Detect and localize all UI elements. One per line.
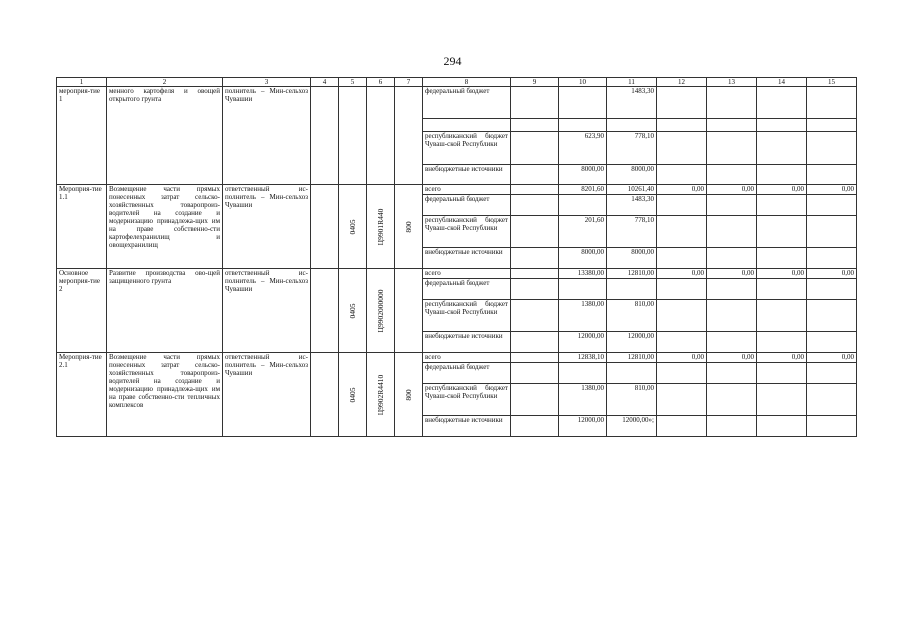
value-v15-cell: 0,00 xyxy=(807,269,857,279)
value-v12-cell xyxy=(657,165,707,185)
value-v13-cell xyxy=(707,279,757,300)
value-v15-cell xyxy=(807,119,857,132)
value-v11-cell: 12000,00»; xyxy=(607,416,657,437)
header-cell: 8 xyxy=(423,78,511,87)
code-c6-text: Ц9901R440 xyxy=(375,208,385,245)
empty-col-9-cell xyxy=(511,353,559,363)
value-v15-cell xyxy=(807,384,857,416)
value-v10-cell: 8000,00 xyxy=(559,248,607,269)
header-cell: 10 xyxy=(559,78,607,87)
value-v12-cell xyxy=(657,332,707,353)
value-v10-cell: 13380,00 xyxy=(559,269,607,279)
value-v13-cell xyxy=(707,132,757,165)
activity-name-cell: Возмещение части прямых понесенных затрат сельско-хозяйственных товаропроиз-водителей на создание и модернизацию принадлежа-щих им на праве собственно-сти картофелехранилищ и овощехранилищ xyxy=(107,185,223,269)
value-v15-cell xyxy=(807,363,857,384)
code-c5-cell xyxy=(339,269,367,353)
value-v10-cell: 1380,00 xyxy=(559,300,607,332)
value-v14-cell xyxy=(757,384,807,416)
value-v14-cell xyxy=(757,416,807,437)
value-v10-cell: 1380,00 xyxy=(559,384,607,416)
table-row xyxy=(57,87,857,119)
funding-source-cell: республиканский бюджет Чуваш-ской Республики xyxy=(423,300,511,332)
executor-cell: ответственный ис-полнитель – Мин-сельхоз Чувашии xyxy=(223,185,311,269)
value-v13-cell xyxy=(707,216,757,248)
activity-id-cell: Мероприя-тие 2.1 xyxy=(57,353,107,437)
empty-col-9-cell xyxy=(511,185,559,195)
program-table xyxy=(56,77,857,437)
funding-source-cell: федеральный бюджет xyxy=(423,363,511,384)
value-v13-cell xyxy=(707,363,757,384)
value-v13-cell xyxy=(707,87,757,119)
header-cell: 15 xyxy=(807,78,857,87)
value-v15-cell xyxy=(807,279,857,300)
funding-source-cell: всего xyxy=(423,353,511,363)
header-cell: 9 xyxy=(511,78,559,87)
executor-cell: ответственный ис-полнитель – Мин-сельхоз Чувашии xyxy=(223,353,311,437)
value-v14-cell xyxy=(757,300,807,332)
empty-col-4-cell xyxy=(311,185,339,269)
value-v11-cell: 1483,30 xyxy=(607,195,657,216)
value-v11-cell: 12810,00 xyxy=(607,353,657,363)
header-cell: 4 xyxy=(311,78,339,87)
value-v12-cell xyxy=(657,195,707,216)
activity-name-cell: Развитие производства ово-щей защищенного грунта xyxy=(107,269,223,353)
value-v11-cell xyxy=(607,279,657,300)
value-v15-cell: 0,00 xyxy=(807,353,857,363)
value-v12-cell xyxy=(657,279,707,300)
table-row xyxy=(57,269,857,279)
value-v15-cell xyxy=(807,87,857,119)
value-v12-cell xyxy=(657,300,707,332)
header-cell: 12 xyxy=(657,78,707,87)
value-v14-cell xyxy=(757,363,807,384)
funding-source-cell: федеральный бюджет xyxy=(423,195,511,216)
code-c7-cell xyxy=(395,185,423,269)
empty-col-9-cell xyxy=(511,216,559,248)
value-v12-cell: 0,00 xyxy=(657,185,707,195)
value-v12-cell: 0,00 xyxy=(657,353,707,363)
value-v13-cell xyxy=(707,195,757,216)
table-row xyxy=(57,185,857,195)
activity-id-cell: мероприя-тие 1 xyxy=(57,87,107,185)
value-v12-cell xyxy=(657,416,707,437)
code-c5-cell xyxy=(339,185,367,269)
value-v13-cell xyxy=(707,332,757,353)
header-cell: 6 xyxy=(367,78,395,87)
value-v10-cell: 8000,00 xyxy=(559,165,607,185)
funding-source-cell: внебюджетные источники xyxy=(423,165,511,185)
code-c5-cell xyxy=(339,353,367,437)
value-v11-cell: 12810,00 xyxy=(607,269,657,279)
value-v14-cell xyxy=(757,165,807,185)
funding-source-cell: федеральный бюджет xyxy=(423,279,511,300)
empty-col-9-cell xyxy=(511,87,559,119)
empty-col-9-cell xyxy=(511,332,559,353)
value-v11-cell: 810,00 xyxy=(607,300,657,332)
code-c6-text: Ц9902R4410 xyxy=(375,374,385,415)
value-v14-cell xyxy=(757,132,807,165)
empty-col-9-cell xyxy=(511,248,559,269)
empty-col-9-cell xyxy=(511,119,559,132)
value-v14-cell: 0,00 xyxy=(757,269,807,279)
value-v15-cell xyxy=(807,195,857,216)
empty-col-9-cell xyxy=(511,269,559,279)
header-cell: 7 xyxy=(395,78,423,87)
value-v10-cell xyxy=(559,119,607,132)
funding-source-cell: федеральный бюджет xyxy=(423,87,511,119)
activity-id-cell: Основное мероприя-тие 2 xyxy=(57,269,107,353)
activity-id-cell: Мероприя-тие 1.1 xyxy=(57,185,107,269)
value-v12-cell xyxy=(657,119,707,132)
page-number: 294 xyxy=(443,54,462,68)
value-v15-cell xyxy=(807,300,857,332)
value-v13-cell: 0,00 xyxy=(707,269,757,279)
funding-source-cell: республиканский бюджет Чуваш-ской Республики xyxy=(423,216,511,248)
value-v11-cell: 778,10 xyxy=(607,216,657,248)
value-v11-cell xyxy=(607,363,657,384)
value-v13-cell xyxy=(707,119,757,132)
value-v10-cell: 201,60 xyxy=(559,216,607,248)
funding-source-cell: республиканский бюджет Чуваш-ской Республики xyxy=(423,132,511,165)
funding-source-cell: всего xyxy=(423,185,511,195)
code-c5-text: 0405 xyxy=(347,303,357,318)
value-v13-cell xyxy=(707,384,757,416)
value-v14-cell xyxy=(757,195,807,216)
value-v14-cell xyxy=(757,248,807,269)
value-v11-cell: 8000,00 xyxy=(607,248,657,269)
code-c5-text: 0405 xyxy=(347,219,357,234)
table-header xyxy=(57,78,857,87)
activity-name-cell: менного картофеля и овощей открытого грунта xyxy=(107,87,223,185)
value-v15-cell xyxy=(807,216,857,248)
empty-col-9-cell xyxy=(511,384,559,416)
value-v10-cell: 12000,00 xyxy=(559,416,607,437)
code-c6-text: Ц9902000000 xyxy=(375,289,385,332)
value-v12-cell xyxy=(657,363,707,384)
value-v14-cell: 0,00 xyxy=(757,185,807,195)
code-c5-cell xyxy=(339,87,367,185)
header-cell: 5 xyxy=(339,78,367,87)
value-v12-cell xyxy=(657,87,707,119)
value-v15-cell xyxy=(807,132,857,165)
value-v14-cell xyxy=(757,216,807,248)
value-v10-cell: 623,90 xyxy=(559,132,607,165)
code-c5-text: 0405 xyxy=(347,387,357,402)
funding-source-cell: внебюджетные источники xyxy=(423,332,511,353)
value-v14-cell xyxy=(757,87,807,119)
code-c6-cell xyxy=(367,269,395,353)
value-v13-cell: 0,00 xyxy=(707,185,757,195)
code-c7-text: 800 xyxy=(403,220,413,233)
header-cell: 3 xyxy=(223,78,311,87)
funding-source-cell: республиканский бюджет Чуваш-ской Республики xyxy=(423,384,511,416)
value-v11-cell: 12000,00 xyxy=(607,332,657,353)
code-c7-cell xyxy=(395,269,423,353)
empty-col-9-cell xyxy=(511,363,559,384)
value-v11-cell: 778,10 xyxy=(607,132,657,165)
code-c7-cell xyxy=(395,353,423,437)
value-v15-cell xyxy=(807,416,857,437)
table-row xyxy=(57,353,857,363)
code-c7-cell xyxy=(395,87,423,185)
value-v13-cell: 0,00 xyxy=(707,353,757,363)
header-cell: 2 xyxy=(107,78,223,87)
value-v10-cell xyxy=(559,279,607,300)
empty-col-9-cell xyxy=(511,300,559,332)
value-v11-cell: 1483,30 xyxy=(607,87,657,119)
value-v12-cell xyxy=(657,384,707,416)
empty-col-9-cell xyxy=(511,195,559,216)
header-cell: 1 xyxy=(57,78,107,87)
value-v15-cell: 0,00 xyxy=(807,185,857,195)
value-v15-cell xyxy=(807,165,857,185)
value-v11-cell xyxy=(607,119,657,132)
empty-col-9-cell xyxy=(511,416,559,437)
value-v11-cell: 8000,00 xyxy=(607,165,657,185)
header-cell: 11 xyxy=(607,78,657,87)
value-v14-cell xyxy=(757,279,807,300)
empty-col-4-cell xyxy=(311,87,339,185)
value-v11-cell: 810,00 xyxy=(607,384,657,416)
value-v15-cell xyxy=(807,248,857,269)
value-v10-cell xyxy=(559,195,607,216)
executor-cell: ответственный ис-полнитель – Мин-сельхоз Чувашии xyxy=(223,269,311,353)
empty-col-9-cell xyxy=(511,165,559,185)
value-v14-cell xyxy=(757,332,807,353)
code-c7-text: 800 xyxy=(403,388,413,401)
empty-col-9-cell xyxy=(511,132,559,165)
value-v13-cell xyxy=(707,165,757,185)
funding-source-cell xyxy=(423,119,511,132)
header-cell: 13 xyxy=(707,78,757,87)
value-v13-cell xyxy=(707,416,757,437)
value-v14-cell xyxy=(757,119,807,132)
code-c6-cell xyxy=(367,87,395,185)
funding-source-cell: внебюджетные источники xyxy=(423,248,511,269)
executor-cell: полнитель – Мин-сельхоз Чувашии xyxy=(223,87,311,185)
value-v11-cell: 10261,40 xyxy=(607,185,657,195)
value-v12-cell xyxy=(657,216,707,248)
value-v10-cell xyxy=(559,87,607,119)
value-v10-cell: 12838,10 xyxy=(559,353,607,363)
code-c6-cell xyxy=(367,353,395,437)
value-v12-cell: 0,00 xyxy=(657,269,707,279)
value-v15-cell xyxy=(807,332,857,353)
value-v13-cell xyxy=(707,300,757,332)
value-v10-cell xyxy=(559,363,607,384)
header-cell: 14 xyxy=(757,78,807,87)
funding-source-cell: внебюджетные источники xyxy=(423,416,511,437)
value-v10-cell: 12000,00 xyxy=(559,332,607,353)
value-v12-cell xyxy=(657,132,707,165)
value-v10-cell: 8201,60 xyxy=(559,185,607,195)
code-c6-cell xyxy=(367,185,395,269)
value-v12-cell xyxy=(657,248,707,269)
activity-name-cell: Возмещение части прямых понесенных затрат сельско-хозяйственных товаропроиз-водителей на создание и модернизацию принадлежа-щих им на праве собственно-сти тепличных комплексов xyxy=(107,353,223,437)
value-v13-cell xyxy=(707,248,757,269)
funding-source-cell: всего xyxy=(423,269,511,279)
value-v14-cell: 0,00 xyxy=(757,353,807,363)
empty-col-9-cell xyxy=(511,279,559,300)
empty-col-4-cell xyxy=(311,353,339,437)
empty-col-4-cell xyxy=(311,269,339,353)
